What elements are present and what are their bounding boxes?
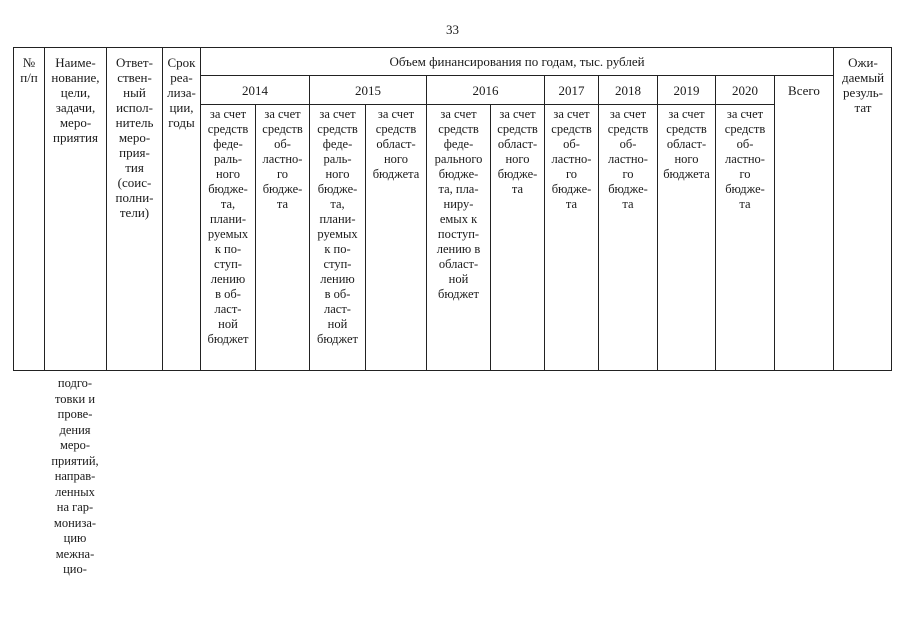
header-term: Срок реа- лиза- ции, годы (162, 47, 200, 371)
sub-2016-federal: за счет средств феде- рального бюдже- та, пла- ниру- емых к поступ- лению в област- ной бюджет (426, 104, 490, 371)
header-responsible: Ответ- ствен- ный испол- нитель меро- прия- тия (соис- полни- тели) (106, 47, 162, 371)
year-2015: 2015 (309, 75, 426, 104)
table-right-border (891, 47, 892, 371)
year-2017: 2017 (544, 75, 598, 104)
sub-2017-regional: за счет средств об- ластно- го бюдже- та (544, 104, 598, 371)
sub-2016-regional: за счет средств област- ного бюдже- та (490, 104, 544, 371)
sub-2018-regional: за счет средств об- ластно- го бюдже- та (598, 104, 657, 371)
sub-2015-federal: за счет средств феде- раль- ного бюдже- та, плани- руемых к по- ступ- лению в об- ласт- ной бюджет (309, 104, 365, 371)
header-expected: Ожи- даемый резуль- тат (833, 47, 892, 371)
sub-2014-regional: за счет средств об- ластно- го бюдже- та (255, 104, 309, 371)
header-number: № п/п (13, 47, 44, 371)
header-name: Наиме- нование, цели, задачи, меро- приятия (44, 47, 106, 371)
continuation-text: подго- товки и прове- дения меро- приятий, направ- ленных на гар- мониза- цию межна- цио- (51, 376, 99, 576)
total-column: Всего (774, 75, 833, 371)
year-2019: 2019 (657, 75, 715, 104)
year-2020: 2020 (715, 75, 774, 104)
year-2016: 2016 (426, 75, 544, 104)
year-2018: 2018 (598, 75, 657, 104)
page-number: 33 (446, 22, 459, 37)
sub-2019-regional: за счет средств област- ного бюджета (657, 104, 715, 371)
sub-2020-regional: за счет средств об- ластно- го бюдже- та (715, 104, 774, 371)
sub-2015-regional: за счет средств област- ного бюджета (365, 104, 426, 371)
year-2014: 2014 (200, 75, 309, 104)
table-bottom-border (13, 370, 892, 371)
sub-2014-federal: за счет средств феде- раль- ного бюдже- та, плани- руемых к по- ступ- лению в об- ласт- ной бюджет (200, 104, 255, 371)
header-funding: Объем финансирования по годам, тыс. рублей (200, 47, 833, 75)
